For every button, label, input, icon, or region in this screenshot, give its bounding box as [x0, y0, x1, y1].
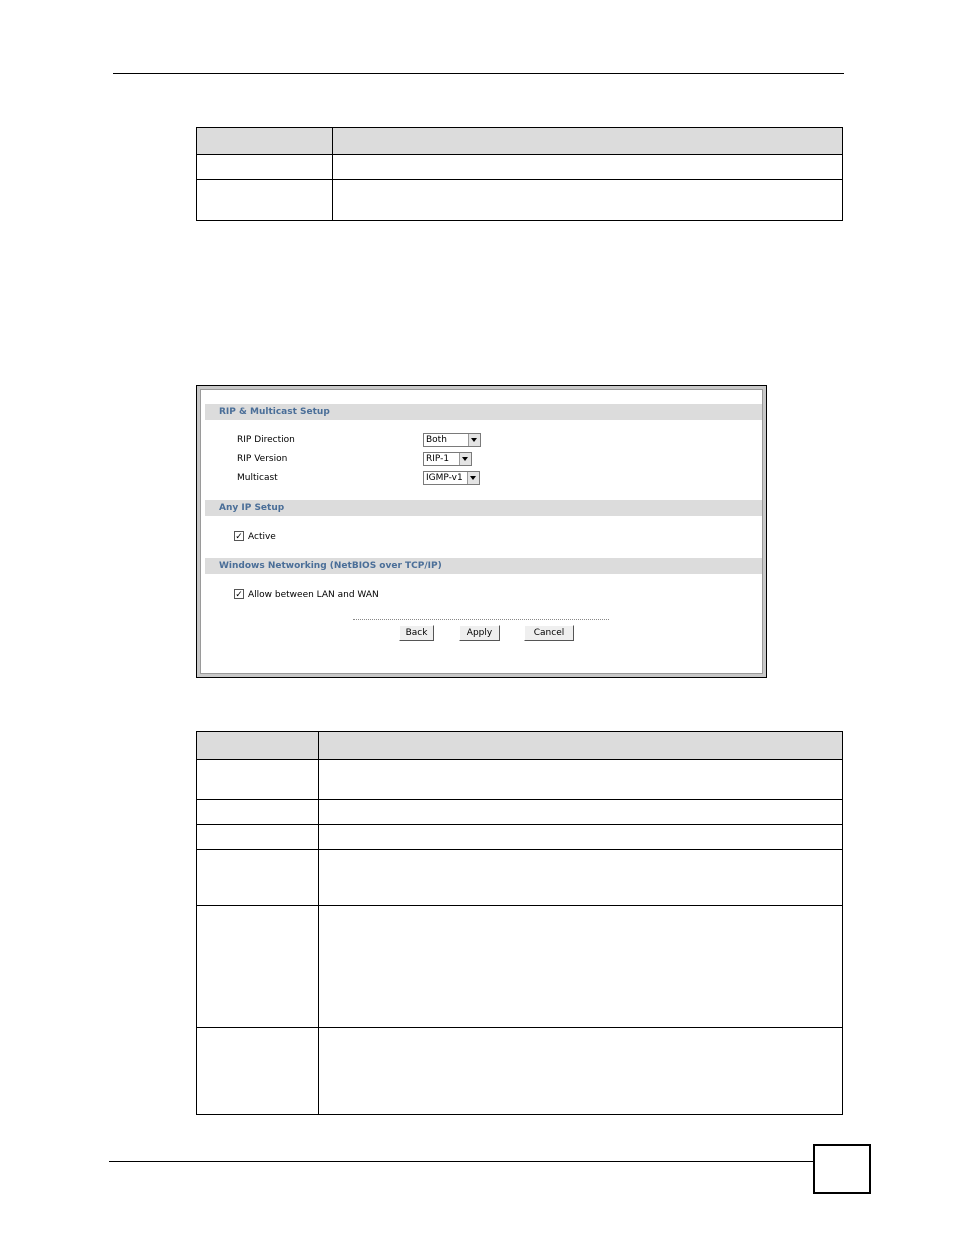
rip-direction-value: Both: [426, 435, 447, 445]
table-cell: [333, 155, 843, 180]
table-cell: [197, 825, 319, 850]
table-cell: [197, 906, 319, 1028]
table-header-cell: [333, 128, 843, 155]
table-cell: [319, 906, 843, 1028]
rip-direction-select[interactable]: [423, 433, 481, 447]
table-header-cell: [197, 128, 333, 155]
section-rip-multicast: RIP & Multicast Setup: [205, 404, 762, 420]
table-cell: [319, 850, 843, 906]
table-cell: [197, 180, 333, 221]
table-cell: [319, 760, 843, 800]
allow-lan-wan-label: Allow between LAN and WAN: [248, 590, 379, 600]
multicast-label: Multicast: [237, 473, 278, 483]
table-header-row: [197, 128, 843, 155]
multicast-select[interactable]: [423, 471, 480, 485]
table-cell: [333, 180, 843, 221]
table-row: [197, 760, 843, 800]
active-label: Active: [248, 532, 276, 542]
table-row: [197, 850, 843, 906]
table-row: [197, 155, 843, 180]
table-cell: [319, 800, 843, 825]
bottom-table: [196, 731, 843, 1115]
multicast-value: IGMP-v1: [426, 473, 463, 483]
rip-version-label: RIP Version: [237, 454, 288, 464]
rip-version-value: RIP-1: [426, 454, 450, 464]
cancel-button[interactable]: Cancel: [524, 625, 574, 641]
table-cell: [197, 800, 319, 825]
chevron-down-icon[interactable]: [467, 472, 479, 484]
table-cell: [197, 1028, 319, 1115]
table-cell: [197, 850, 319, 906]
rip-direction-label: RIP Direction: [237, 435, 295, 445]
rip-version-select[interactable]: [423, 452, 472, 466]
table-row: [197, 800, 843, 825]
router-screenshot: [196, 385, 767, 678]
section-any-ip: Any IP Setup: [205, 500, 762, 516]
table-row: [197, 825, 843, 850]
back-button[interactable]: Back: [399, 625, 434, 641]
section-windows-networking: Windows Networking (NetBIOS over TCP/IP): [205, 558, 762, 574]
table-cell: [319, 1028, 843, 1115]
table-row: [197, 180, 843, 221]
chevron-down-icon[interactable]: [468, 434, 480, 446]
chevron-down-icon[interactable]: [459, 453, 471, 465]
page-number-box: [813, 1144, 871, 1194]
table-row: [197, 1028, 843, 1115]
table-header-cell: [319, 732, 843, 760]
table-cell: [197, 760, 319, 800]
top-table: [196, 127, 843, 221]
table-cell: [319, 825, 843, 850]
table-header-row: [197, 732, 843, 760]
header-rule: [113, 73, 844, 74]
active-checkbox[interactable]: ✓: [235, 531, 243, 541]
table-header-cell: [197, 732, 319, 760]
router-screen: [200, 389, 763, 674]
footer-rule: [109, 1161, 813, 1162]
apply-button[interactable]: Apply: [459, 625, 500, 641]
table-cell: [197, 155, 333, 180]
table-row: [197, 906, 843, 1028]
button-divider: [353, 619, 609, 620]
allow-lan-wan-checkbox[interactable]: ✓: [235, 589, 243, 599]
